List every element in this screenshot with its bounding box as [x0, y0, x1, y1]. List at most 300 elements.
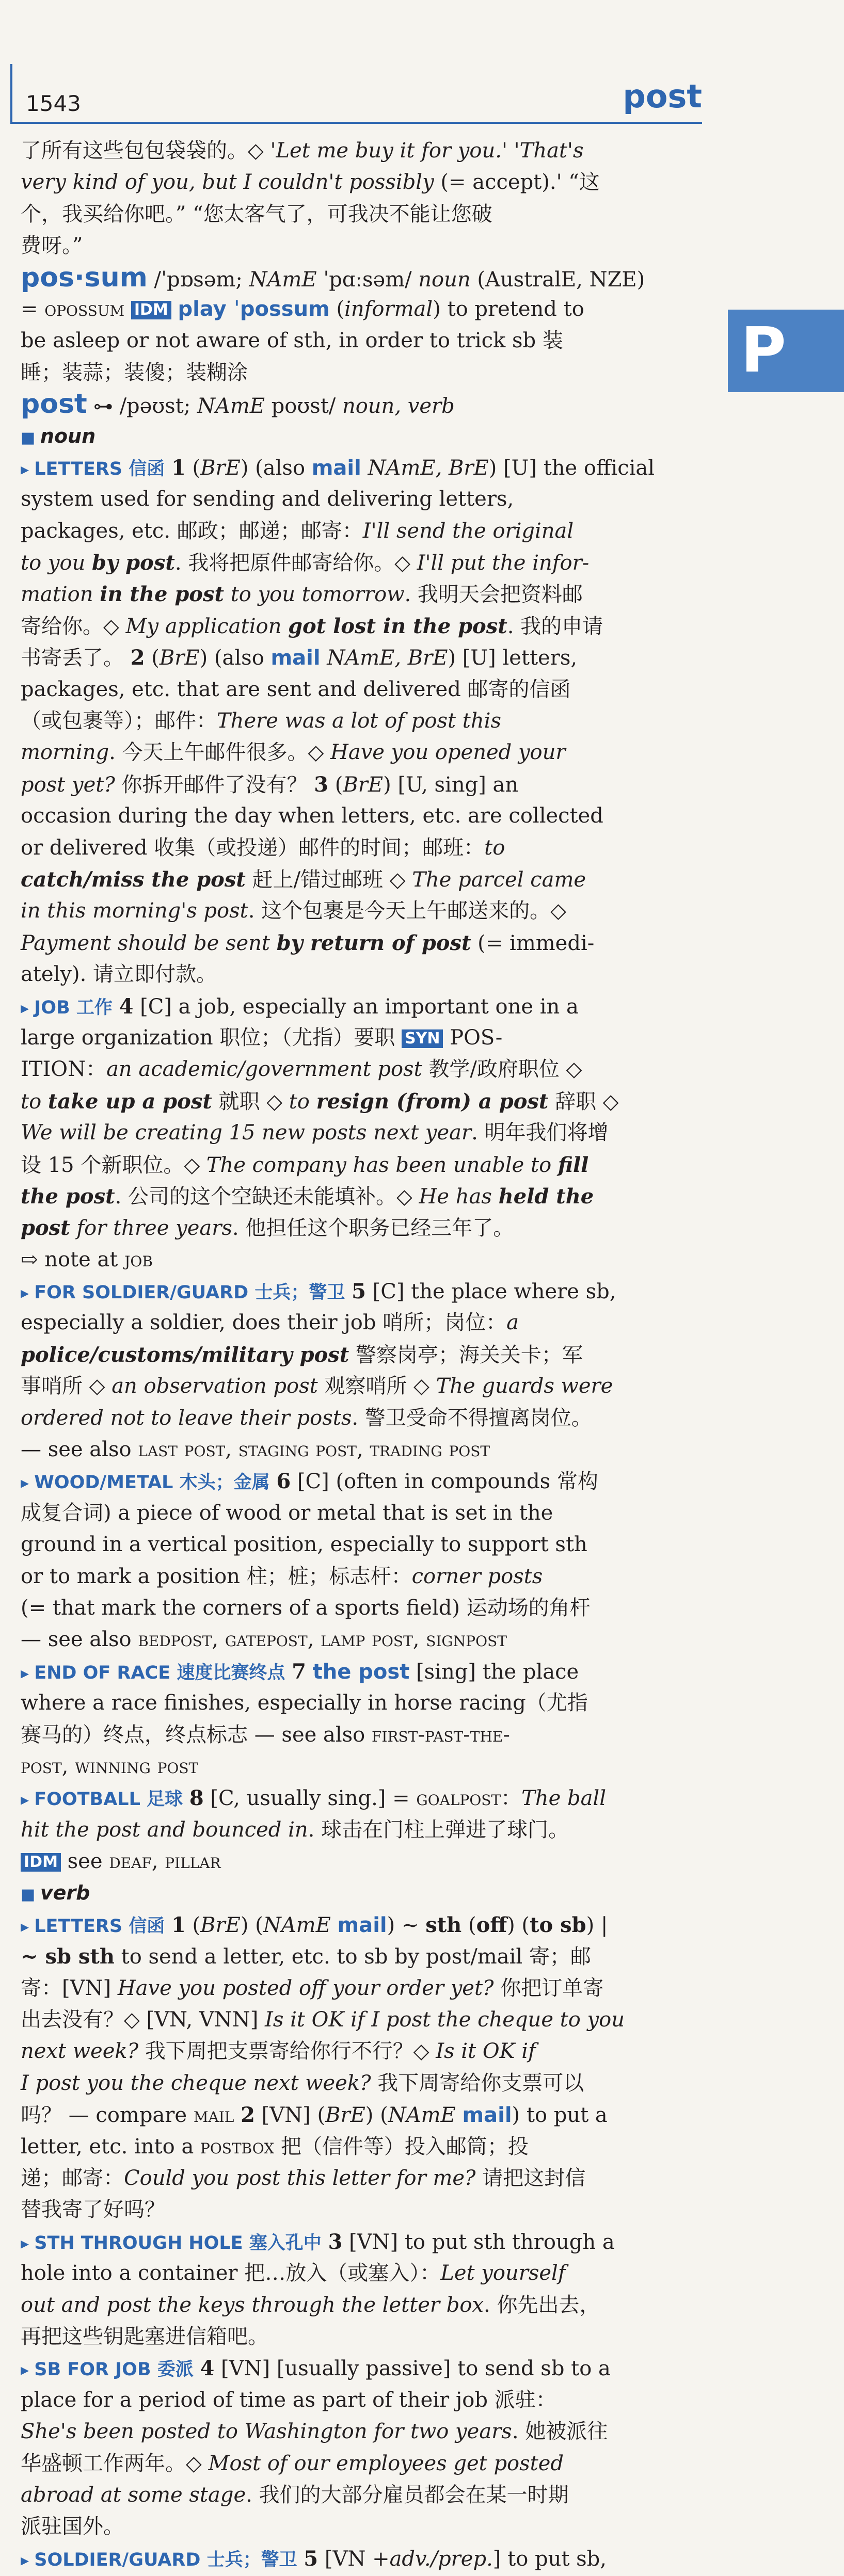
cross-reference: bedpost, gatepost, lamp post, signpost — [138, 1628, 507, 1652]
example-text: ordered not to leave their posts — [21, 1406, 352, 1430]
text-run: [sing] the place — [409, 1660, 579, 1684]
example-text: an observation post — [112, 1374, 318, 1398]
text-run: where a race finishes, especially in horse racing（尤指 — [21, 1691, 588, 1715]
text-run: . 今天上午邮件很多。◇ — [109, 740, 330, 765]
text-run: 个，我买给你吧。” “您太客气了，可我决不能让您破 — [21, 202, 492, 226]
keyword: play ˈpossum — [178, 297, 330, 321]
sense-label: FOR SOLDIER/GUARD 士兵；警卫 — [34, 1282, 345, 1303]
text-line — [21, 1624, 710, 1655]
text-run: system used for sending and delivering letters, — [21, 487, 514, 511]
text-line — [21, 578, 710, 610]
text-line — [21, 2194, 710, 2226]
headword: post — [21, 389, 87, 420]
text-line — [21, 1846, 710, 1877]
text-run: ) (also — [240, 456, 312, 480]
text-run — [285, 1660, 292, 1684]
triangle-icon: ▸ — [21, 1283, 35, 1303]
text-line — [21, 737, 710, 768]
sense-number: 2 — [241, 2103, 255, 2128]
text-run: 请把这封信 — [475, 2166, 586, 2190]
text-run: ( — [461, 1913, 476, 1937]
sense-number: 6 — [276, 1469, 291, 1494]
text-run: ) [U] letters, — [448, 646, 578, 670]
example-text: informal — [344, 297, 433, 321]
example-text: BrE — [200, 456, 241, 480]
text-run — [345, 1280, 352, 1303]
text-run: 再把这些钥匙塞进信箱吧。 — [21, 2324, 268, 2348]
cross-reference: postbox — [200, 2134, 275, 2159]
example-text: to — [289, 1089, 316, 1114]
sense-number: off — [476, 1912, 507, 1937]
triangle-icon: ▸ — [21, 997, 35, 1018]
text-run: — see also — [21, 1438, 138, 1462]
text-run: [C, usually sing.] = — [203, 1786, 417, 1811]
text-line — [21, 1941, 710, 1972]
text-line — [21, 2416, 710, 2448]
example-phrase: catch/miss the post — [21, 867, 246, 892]
text-run: 观察哨所 ◇ — [317, 1374, 436, 1398]
example-text: NAmE — [197, 394, 265, 418]
text-run: 吗？ — compare — [21, 2103, 194, 2128]
text-line — [21, 832, 710, 864]
example-text: mation — [21, 583, 100, 607]
sense-label: SOLDIER/GUARD 士兵；警卫 — [34, 2549, 297, 2570]
sense-number: ~ sb sth — [21, 1944, 115, 1969]
example-text: post yet? — [21, 772, 115, 797]
part-of-speech: noun — [40, 424, 96, 447]
label-box: IDM — [21, 1853, 61, 1872]
text-run: /ˈpɒsəm; — [147, 267, 249, 292]
example-text: He has — [419, 1184, 499, 1209]
text-run: packages, etc. that are sent and delivered 邮寄的信函 — [21, 677, 571, 701]
text-run: [VN + — [318, 2547, 390, 2571]
text-run — [183, 1786, 189, 1810]
cross-reference: goalpost — [416, 1786, 501, 1811]
text-line — [21, 357, 710, 389]
text-run: 你把订单寄 — [493, 1976, 604, 2000]
text-run: . 警卫受命不得擅离岗位。 — [352, 1406, 592, 1430]
text-run — [124, 297, 131, 321]
text-run: . 这个包裹是今天上午邮送来的。◇ — [248, 899, 566, 923]
text-line — [21, 1814, 710, 1846]
text-line — [21, 325, 710, 357]
example-phrase: in the post — [100, 582, 224, 607]
text-line — [21, 2131, 710, 2163]
text-run: 赛马的）终点，终点标志 — see also — [21, 1722, 372, 1747]
text-run: ) to pretend to — [433, 297, 584, 321]
text-run: (= that mark the corners of a sports field) 运动场的角杆 — [21, 1596, 591, 1620]
example-phrase: by post — [92, 551, 175, 575]
example-text: Most of our employees get posted — [208, 2451, 564, 2475]
example-phrase: take up a post — [47, 1089, 212, 1114]
text-run: 寄给你。◇ — [21, 614, 126, 638]
example-text: The ball — [521, 1786, 607, 1811]
text-line — [21, 1909, 710, 1941]
text-line — [21, 2036, 710, 2067]
text-line — [21, 167, 710, 198]
example-text: BrE — [343, 772, 384, 797]
entry-text — [21, 135, 710, 2574]
text-run: ] to put sb, — [492, 2547, 607, 2571]
text-line — [21, 1307, 710, 1339]
keyword: mail — [462, 2103, 512, 2128]
example-text: NAmE, BrE — [327, 646, 448, 670]
example-text: in this morning's post — [21, 899, 248, 923]
text-run: 你拆开邮件了没有？ — [115, 772, 314, 797]
text-run: 我下周寄给你支票可以 — [371, 2071, 584, 2095]
text-line — [21, 2004, 710, 2036]
text-run: . 球击在门柱上弹进了球门。 — [308, 1817, 569, 1842]
text-run: ) ( — [240, 1913, 263, 1937]
text-line — [21, 642, 710, 673]
text-run: be asleep or not aware of sth, in order to trick sb 装 — [21, 329, 563, 353]
text-run: [C] the place where sb, — [365, 1280, 616, 1304]
text-line — [21, 516, 710, 547]
text-run — [194, 2357, 200, 2380]
text-line — [21, 1371, 710, 1402]
text-run — [361, 456, 368, 480]
text-line — [21, 610, 710, 642]
page-header — [10, 62, 702, 124]
example-text: NAmE — [388, 2103, 456, 2128]
example-text: Have you posted off your order yet? — [117, 1976, 494, 2000]
text-run: = — [21, 297, 45, 321]
text-run: . 我明天会把资料邮 — [404, 583, 583, 607]
text-run: ： — [501, 1786, 522, 1811]
triangle-icon: ▸ — [21, 1790, 35, 1810]
guide-word: post — [623, 77, 702, 115]
example-text: adv./prep. — [389, 2547, 493, 2571]
text-run: ⇨ note at — [21, 1247, 125, 1271]
text-line — [21, 2480, 710, 2511]
sense-number: to sb — [530, 1912, 586, 1937]
text-line — [21, 262, 710, 294]
text-line — [21, 1339, 710, 1371]
text-line — [21, 769, 710, 800]
text-line — [21, 2099, 710, 2131]
keyword: mail — [270, 646, 321, 670]
text-run: 睡；装蒜；装傻；装糊涂 — [21, 360, 248, 384]
example-phrase: resign (from) a post — [316, 1089, 549, 1114]
example-text: Is it OK if — [436, 2039, 536, 2064]
cross-reference: job — [124, 1247, 153, 1271]
text-line — [21, 1877, 710, 1909]
example-text: a — [506, 1311, 519, 1335]
sense-label: END OF RACE 速度比赛终点 — [34, 1662, 285, 1683]
headword: pos·sum — [21, 262, 148, 293]
example-text: I post you the cheque next week? — [21, 2071, 371, 2095]
text-run: 警察岗亭；海关关卡；军 — [349, 1343, 583, 1367]
example-text: to you — [21, 551, 92, 575]
sense-label: SB FOR JOB 委派 — [34, 2359, 194, 2380]
text-line — [21, 2226, 710, 2258]
text-run — [113, 995, 119, 1019]
example-text: 'Let me buy it for you.' 'That's — [270, 139, 584, 163]
sense-number: 1 — [171, 1912, 186, 1937]
text-line — [21, 1782, 710, 1814]
text-run — [322, 2230, 328, 2254]
text-run: ) [U] the official — [488, 456, 655, 480]
text-line — [21, 895, 710, 927]
example-text: morning — [21, 740, 109, 765]
example-text: to — [484, 835, 505, 860]
text-line — [21, 864, 710, 895]
example-phrase: held the — [498, 1184, 594, 1209]
text-run: . 公司的这个空缺还未能填补。◇ — [115, 1184, 419, 1209]
text-run: [VN] ( — [254, 2103, 326, 2128]
text-run: (= immedi- — [471, 931, 595, 955]
text-line — [21, 927, 710, 959]
triangle-icon: ▸ — [21, 2550, 35, 2570]
text-run: . 我将把原件邮寄给你。◇ — [174, 551, 417, 575]
sense-label: FOOTBALL 足球 — [34, 1789, 183, 1810]
sense-number: 5 — [304, 2546, 319, 2571]
text-run: ( — [328, 772, 343, 797]
sense-number: 3 — [328, 2229, 343, 2254]
example-text: BrE — [200, 1913, 241, 1937]
example-text: Could you post this letter for me? — [124, 2166, 476, 2190]
cross-reference: opossum — [44, 297, 125, 321]
example-text: to — [21, 1089, 48, 1114]
text-run — [331, 1913, 338, 1937]
example-text: NAmE — [263, 1913, 331, 1937]
text-run: ) ( — [365, 2103, 388, 2128]
example-text: Have you opened your — [330, 740, 566, 765]
sense-label: STH THROUGH HOLE 塞入孔中 — [34, 2232, 322, 2253]
text-line — [21, 1149, 710, 1181]
example-text: We will be creating 15 new posts next year — [21, 1121, 472, 1145]
text-run — [165, 456, 171, 480]
example-text: My application — [125, 614, 289, 638]
example-text: I'll put the infor- — [417, 551, 590, 575]
example-text: BrE — [325, 2103, 365, 2128]
text-run: ( — [185, 456, 201, 480]
text-line — [21, 1181, 710, 1212]
example-phrase: fill — [558, 1152, 589, 1177]
text-run: ： — [86, 1057, 107, 1082]
text-run: see — [60, 1849, 109, 1874]
text-run: 书寄丢了。 — [21, 646, 131, 670]
label-box: SYN — [402, 1029, 443, 1048]
square-bullet-icon: ■ — [21, 428, 40, 447]
text-run: . 我的申请 — [507, 614, 603, 638]
text-run — [321, 646, 327, 670]
text-run: ground in a vertical position, especially to support sth — [21, 1533, 587, 1557]
text-run: letter, etc. into a — [21, 2134, 201, 2159]
sense-number: 4 — [119, 994, 134, 1019]
text-run: 递；邮寄： — [21, 2166, 124, 2190]
page-number: 1543 — [26, 91, 81, 116]
sense-number: 7 — [292, 1659, 306, 1684]
example-phrase: police/customs/military post — [21, 1342, 349, 1367]
example-text: She's been posted to Washington for two years — [21, 2420, 512, 2444]
text-run: 寄：[VN] — [21, 1976, 118, 2000]
text-run: packages, etc. 邮政；邮递；邮寄： — [21, 519, 363, 543]
text-line — [21, 2543, 710, 2574]
text-run: hole into a container 把…放入（或塞入）： — [21, 2261, 441, 2285]
text-line — [21, 1117, 710, 1149]
text-run: 设 15 个新职位。◇ — [21, 1153, 206, 1177]
sense-number: sth — [425, 1912, 462, 1937]
text-run: [VN] to put sth through a — [342, 2230, 615, 2254]
text-line — [21, 2448, 710, 2480]
text-line — [21, 230, 710, 262]
text-line — [21, 1656, 710, 1687]
example-text: for three years — [70, 1216, 232, 1241]
key-icon: ⊶ — [87, 395, 113, 418]
example-text: hit the post and bounced in — [21, 1817, 308, 1842]
text-run: to send a letter, etc. to sb by post/mail 寄；邮 — [114, 1945, 591, 1969]
text-run: occasion during the day when letters, etc. are collected — [21, 804, 603, 828]
text-run: ( — [329, 297, 345, 321]
example-text: abroad at some stage — [21, 2483, 246, 2507]
cross-reference: POS- — [450, 1025, 503, 1050]
text-run: 赶上/错过邮班 ◇ — [245, 867, 412, 892]
text-run: 出去没有？◇ [VN, VNN] — [21, 2008, 265, 2032]
text-run: (AustralE, NZE) — [470, 267, 645, 292]
thumb-index-tab[interactable]: P — [728, 310, 844, 392]
text-line — [21, 1751, 710, 1782]
example-text: There was a lot of post this — [217, 709, 501, 733]
text-run: . 你先出去， — [484, 2293, 600, 2317]
text-line — [21, 547, 710, 578]
sense-label: LETTERS 信函 — [34, 1915, 165, 1937]
triangle-icon: ▸ — [21, 1663, 35, 1683]
text-line — [21, 2163, 710, 2194]
text-line — [21, 2290, 710, 2321]
triangle-icon: ▸ — [21, 459, 35, 479]
text-run: 派驻国外。 — [21, 2515, 124, 2539]
text-line — [21, 1244, 710, 1276]
square-bullet-icon: ■ — [21, 1886, 40, 1904]
text-run: ately). 请立即付款。 — [21, 962, 217, 987]
text-line — [21, 674, 710, 705]
example-text: The parcel came — [412, 867, 586, 892]
example-text: very kind of you, but I couldn't possibly — [21, 170, 434, 195]
example-text: NAmE — [249, 267, 317, 292]
text-run: poʊst/ — [264, 394, 342, 418]
text-run — [165, 1913, 171, 1937]
part-of-speech: verb — [40, 1881, 90, 1905]
text-run: or to mark a position 柱；桩；标志杆： — [21, 1564, 412, 1588]
text-line — [21, 199, 710, 230]
text-run: ˈpɑːsəm/ — [316, 267, 419, 292]
text-run: （或包裹等）；邮件： — [21, 709, 217, 733]
text-run: ) to put a — [512, 2103, 608, 2128]
example-text: Let yourself — [440, 2261, 566, 2285]
example-text: I'll send the original — [362, 519, 574, 543]
cross-reference: first-past-the- — [371, 1722, 510, 1747]
text-run: ( — [145, 646, 160, 670]
text-line — [21, 294, 710, 325]
sense-label: WOOD/METAL 木头；金属 — [34, 1472, 270, 1493]
example-phrase: the post — [21, 1184, 115, 1209]
example-text: an academic/government post — [106, 1057, 422, 1082]
text-run: /pəʊst; — [113, 394, 197, 418]
triangle-icon: ▸ — [21, 2233, 35, 2253]
text-run: especially a soldier, does their job 哨所；岗位： — [21, 1311, 507, 1335]
example-text: out and post the keys through the letter box — [21, 2293, 484, 2317]
header-left-rule — [10, 64, 12, 124]
cross-reference: ITION — [21, 1057, 86, 1082]
example-text: to you tomorrow — [224, 583, 405, 607]
sense-number: 1 — [171, 455, 186, 480]
triangle-icon: ▸ — [21, 2360, 35, 2380]
example-text: noun, verb — [342, 394, 455, 418]
header-underline — [10, 122, 702, 124]
cross-reference: deaf, pillar — [109, 1849, 221, 1874]
text-line — [21, 1973, 710, 2004]
text-line — [21, 1498, 710, 1529]
example-phrase: got lost in the post — [288, 614, 507, 638]
text-line — [21, 1086, 710, 1117]
text-run — [306, 1660, 313, 1684]
text-run: [VN] [usually passive] to send sb to a — [214, 2357, 611, 2381]
keyword: the post — [312, 1660, 410, 1684]
text-run: . 明年我们将增 — [471, 1121, 609, 1145]
text-run: 成复合词) a piece of wood or metal that is set in the — [21, 1501, 553, 1525]
sense-number: 3 — [314, 772, 329, 797]
text-line — [21, 991, 710, 1022]
text-run: 事哨所 ◇ — [21, 1374, 112, 1398]
text-run: 教学/政府职位 ◇ — [422, 1057, 582, 1082]
text-line — [21, 1022, 710, 1054]
text-run: 就职 ◇ — [212, 1089, 289, 1114]
sense-number: 2 — [130, 646, 145, 670]
text-line — [21, 484, 710, 515]
cross-reference: last post, staging post, trading post — [138, 1438, 490, 1462]
text-run: 辞职 ◇ — [548, 1089, 619, 1114]
text-run: 华盛顿工作两年。◇ — [21, 2451, 209, 2475]
text-run: 替我寄了好吗？ — [21, 2198, 165, 2222]
text-line — [21, 1212, 710, 1244]
example-text: The company has been unable to — [206, 1153, 558, 1177]
example-text: BrE — [159, 646, 200, 670]
example-text: Payment should be sent — [21, 931, 277, 955]
text-line — [21, 1403, 710, 1434]
text-run — [456, 2103, 463, 2127]
text-line — [21, 1054, 710, 1085]
text-run — [171, 297, 178, 321]
text-line — [21, 1592, 710, 1624]
text-line — [21, 2353, 710, 2384]
text-run: ) (also — [199, 646, 271, 670]
keyword: mail — [337, 1913, 387, 1937]
triangle-icon: ▸ — [21, 1916, 35, 1936]
text-line — [21, 2258, 710, 2289]
cross-reference: post, winning post — [21, 1754, 199, 1778]
text-run: [C] a job, especially an important one in a — [133, 994, 579, 1019]
example-phrase: post — [21, 1216, 70, 1241]
example-text: next week? — [21, 2039, 139, 2064]
text-run: (= accept).' “这 — [434, 170, 600, 195]
text-run — [297, 2547, 304, 2571]
text-run: ( — [185, 1913, 201, 1937]
text-run — [443, 1026, 450, 1050]
sense-label: JOB 工作 — [34, 997, 113, 1018]
sense-number: 4 — [200, 2356, 215, 2381]
text-line — [21, 1276, 710, 1307]
triangle-icon: ▸ — [21, 1473, 35, 1493]
example-text: noun — [418, 267, 471, 292]
text-run: ) | — [586, 1913, 608, 1937]
text-line — [21, 1434, 710, 1466]
text-run: ) [U, sing] an — [383, 772, 519, 797]
text-run: . 他担任这个职务已经三年了。 — [232, 1216, 514, 1241]
text-run: . 我们的大部分雇员都会在某一时期 — [246, 2483, 569, 2507]
text-line — [21, 1466, 710, 1497]
text-line — [21, 1529, 710, 1560]
